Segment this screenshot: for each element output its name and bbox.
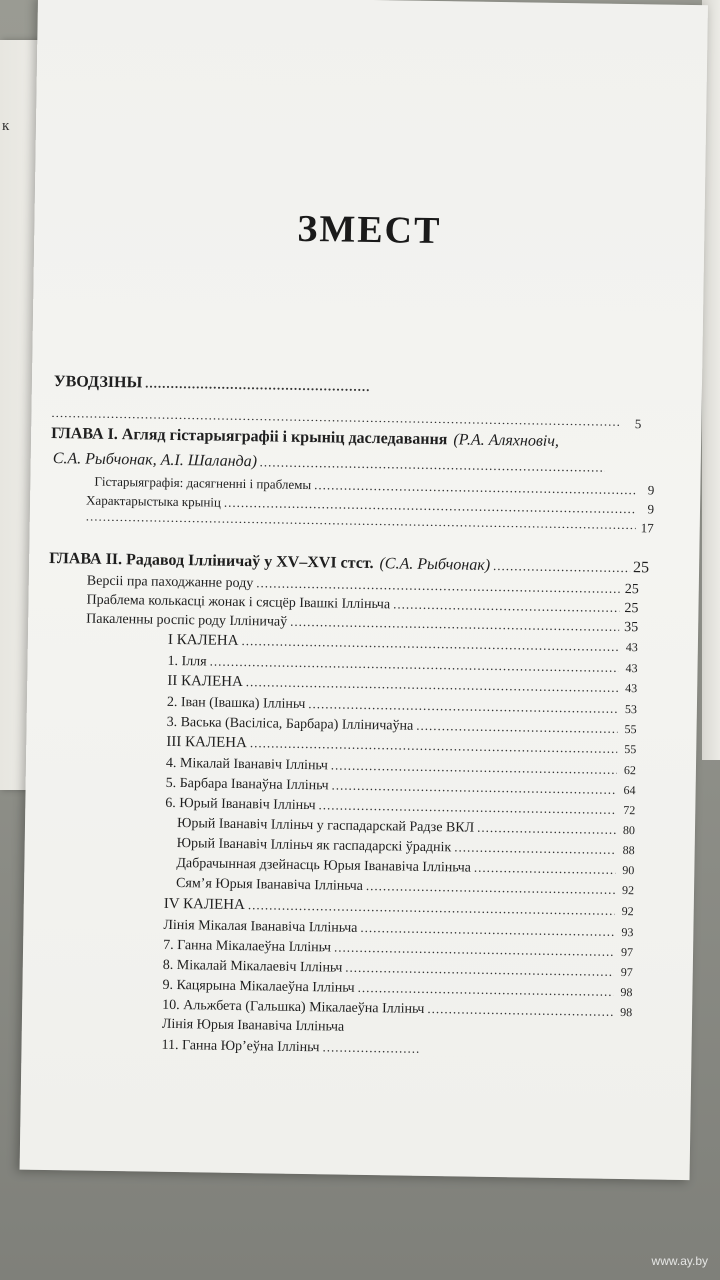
toc-entry-page: 80 — [622, 823, 636, 838]
toc-entry-page: 88 — [622, 843, 635, 858]
toc-section-label: Гістарыяграфія: дасягненні і праблемы — [94, 473, 312, 493]
dot-leader — [331, 757, 617, 777]
toc-entry-page: 62 — [623, 763, 637, 778]
dot-leader — [393, 596, 620, 616]
toc-entry-page: 53 — [624, 702, 638, 717]
toc-chapter1-authors-a: (Р.А. Аляхновіч, — [453, 431, 560, 450]
toc-entry-label: ІІІ КАЛЕНА — [166, 733, 248, 752]
dot-leader — [474, 860, 616, 878]
dot-leader — [360, 920, 614, 940]
toc-entry-page: 90 — [622, 863, 635, 878]
toc-entry-page: 97 — [620, 945, 634, 960]
toc-section-label: Праблема колькасці жонак і сясцёр Івашкі Ілліньча — [86, 592, 391, 613]
toc-section-label: Версіі пра паходжанне роду — [86, 573, 254, 592]
toc-entry-label: 4. Мікалай Іванавіч Ілліньч — [165, 755, 328, 774]
toc-section-label: Пакаленны роспіс роду Ілліничаў — [86, 611, 288, 630]
toc-chapter1-page-17: 17 — [640, 520, 654, 536]
toc-entry-page: 98 — [620, 1005, 633, 1020]
toc-entry-label: 1. Ілля — [167, 653, 207, 670]
toc-chapter2-title: ГЛАВА ІІ. Радавод Ілліничаў у XV–XVI стст. — [49, 549, 374, 573]
dot-leader — [290, 614, 619, 635]
toc-section-page: 25 — [624, 601, 639, 617]
toc-section-label: Характарыстыка крыніц — [85, 492, 222, 510]
dot-leader — [256, 575, 620, 597]
toc-entry-label: І КАЛЕНА — [167, 631, 239, 649]
toc-entry-page: 43 — [625, 661, 638, 676]
watermark: www.ay.by — [651, 1254, 708, 1268]
toc-entry-label: Сям’я Юрыя Іванавіча Ілліньча — [175, 876, 364, 894]
toc-entry-row[interactable] — [161, 1037, 421, 1058]
dot-leader — [345, 960, 614, 980]
left-page-letter: к — [2, 118, 10, 134]
dot-leader — [314, 477, 635, 498]
toc-entry-label: 6. Юрый Іванавіч Ілліньч — [165, 795, 316, 814]
toc-entry-page: 43 — [625, 640, 638, 655]
toc-entry-label: 10. Альжбета (Гальшка) Мікалаеўна Ілліньч — [162, 997, 425, 1017]
dot-leader — [248, 897, 615, 919]
dot-leader — [308, 696, 618, 717]
dot-leader — [260, 454, 605, 475]
toc-entry-label: Лінія Мікалая Іванавіча Ілліньча — [163, 917, 358, 936]
toc-entry-label: 11. Ганна Юр’еўна Ілліньч — [161, 1037, 320, 1056]
toc-entry-label: 5. Барбара Іванаўна Ілліньч — [165, 775, 329, 794]
dot-leader — [246, 674, 619, 696]
toc-entry-label: 7. Ганна Мікалаеўна Ілліньч — [163, 937, 332, 956]
toc-section-page: 35 — [624, 620, 639, 636]
toc-entry-label: 9. Кацярына Мікалаеўна Ілліньч — [162, 977, 355, 996]
dot-leader — [241, 633, 619, 655]
toc-entry-page: 97 — [620, 965, 633, 980]
dot-leader — [250, 735, 618, 757]
toc-entry-row[interactable] — [176, 875, 634, 899]
toc-entry-label: ІІ КАЛЕНА — [167, 672, 243, 691]
toc-entry-row[interactable] — [167, 673, 637, 697]
toc-section-page: 9 — [647, 482, 655, 498]
dot-leader — [416, 718, 618, 737]
toc-chapter1-title: ГЛАВА І. Агляд гістарыяграфіі і крыніц даследавання — [51, 424, 448, 449]
dot-leader — [322, 1039, 418, 1057]
toc-entry-page: 92 — [621, 904, 634, 919]
toc-entry-label: Лінія Юрыя Іванавіча Ілліньча — [161, 1016, 345, 1035]
toc-intro-page: 5 — [634, 416, 642, 432]
toc-entry-label: 3. Васька (Васіліса, Барбара) Ілліничаўна — [166, 714, 414, 734]
page-title: ЗМЕСТ — [297, 207, 442, 253]
toc-intro-row[interactable] — [54, 373, 374, 396]
toc-entry-label: 8. Мікалай Мікалаевіч Ілліньч — [162, 957, 343, 976]
toc-chapter1-row[interactable] — [51, 425, 651, 452]
toc-entry-row[interactable] — [162, 1017, 412, 1037]
toc-entry-row[interactable] — [166, 734, 636, 758]
toc-entry-page: 55 — [624, 722, 637, 737]
dot-leader — [210, 654, 619, 676]
toc-chapter1-row2[interactable] — [53, 450, 608, 477]
toc-chapter2-page: 25 — [632, 559, 650, 577]
toc-entry-row[interactable] — [164, 896, 634, 920]
dot-leader — [427, 1001, 613, 1020]
dot-leader — [358, 980, 614, 1000]
toc-entry-page: 64 — [623, 783, 636, 798]
toc-intro-label: УВОДЗІНЫ — [53, 373, 143, 392]
toc-section-page: 25 — [624, 582, 639, 598]
toc-entry-page: 72 — [623, 803, 636, 818]
dot-leader — [334, 940, 614, 960]
toc-section-page: 9 — [647, 501, 655, 517]
dot-leader — [51, 405, 621, 426]
toc-page — [20, 0, 708, 1180]
toc-entry-page: 43 — [625, 681, 638, 696]
dot-leader — [366, 878, 615, 898]
toc-entry-label: 2. Іван (Івашка) Ілліньч — [166, 694, 306, 713]
dot-leader — [331, 777, 616, 797]
toc-entry-label: IV КАЛЕНА — [163, 895, 246, 914]
dot-leader — [318, 797, 616, 818]
toc-entry-page: 98 — [620, 985, 633, 1000]
toc-chapter2-authors: (С.А. Рыбчонак) — [379, 555, 491, 574]
toc-entry-label: Дабрачынная дзейнасць Юрыя Іванавіча Ілліньча — [176, 856, 472, 876]
dot-leader — [454, 839, 616, 858]
dot-leader — [145, 375, 371, 395]
toc-entry-page: 55 — [624, 742, 637, 757]
toc-entry-row[interactable] — [168, 632, 638, 656]
toc-entry-page: 92 — [621, 883, 635, 898]
toc-entry-label: Юрый Іванавіч Ілліньч у гаспадарскай Радзе ВКЛ — [176, 816, 475, 836]
dot-leader — [493, 558, 630, 576]
toc-entry-page: 93 — [621, 925, 634, 940]
toc-chapter1-authors-b: С.А. Рыбчонак, А.І. Шаланда) — [52, 450, 258, 471]
toc-entry-label: Юрый Іванавіч Ілліньч як гаспадарскі ўраднік — [176, 836, 452, 856]
dot-leader — [477, 820, 616, 838]
